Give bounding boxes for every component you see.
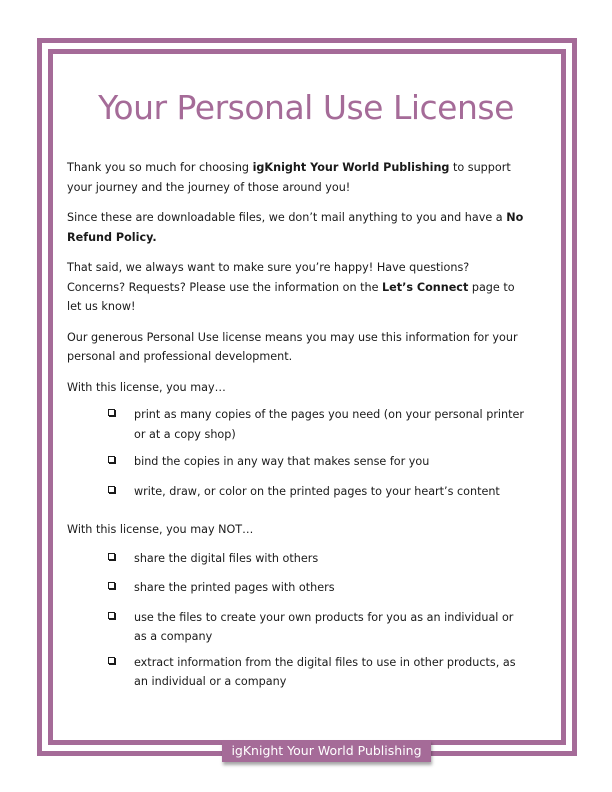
checkbox-icon — [108, 582, 115, 589]
may-not-list — [67, 549, 525, 692]
thank-you-paragraph: Thank you so much for choosing igKnight Your World Publishing to support your journey and the journey of those around you! — [67, 161, 511, 194]
lets-connect-reference: Let’s Connect — [382, 280, 469, 294]
may-list — [67, 405, 525, 501]
no-refund-policy: No Refund Policy. — [67, 211, 524, 244]
checkbox-icon — [108, 612, 115, 619]
list-item: share the printed pages with others — [67, 578, 525, 598]
publisher-name: igKnight Your World Publishing — [252, 161, 450, 174]
may-heading: With this license, you may… — [67, 380, 226, 394]
may-not-heading: With this license, you may NOT… — [67, 523, 254, 536]
footer-publisher-band: igKnight Your World Publishing — [222, 740, 431, 762]
refund-paragraph: Since these are downloadable files, we don’t mail anything to you and have a No Refund Policy. — [67, 211, 524, 244]
list-item: write, draw, or color on the printed pages to your heart’s content — [67, 482, 525, 502]
list-item: print as many copies of the pages you need (on your personal printer or at a copy shop) — [67, 405, 525, 444]
list-item: extract information from the digital files to use in other products, as an individual or a company — [67, 653, 525, 692]
list-item: bind the copies in any way that makes sense for you — [67, 452, 525, 472]
list-item: share the digital files with others — [67, 549, 525, 569]
checkbox-icon — [108, 456, 115, 463]
checkbox-icon — [108, 486, 115, 493]
contact-paragraph: That said, we always want to make sure you’re happy! Have questions? Concerns? Requests? Please use the information on the Let’s Connect page to let us know! — [67, 261, 515, 313]
checkbox-icon — [108, 553, 115, 560]
page-title: Your Personal Use License — [98, 88, 514, 127]
checkbox-icon — [108, 657, 115, 664]
license-content — [67, 158, 525, 702]
license-paragraph: Our generous Personal Use license means you may use this information for your personal and professional development. — [67, 330, 518, 363]
list-item: use the files to create your own products for you as an individual or as a company — [67, 608, 525, 647]
checkbox-icon — [108, 409, 115, 416]
